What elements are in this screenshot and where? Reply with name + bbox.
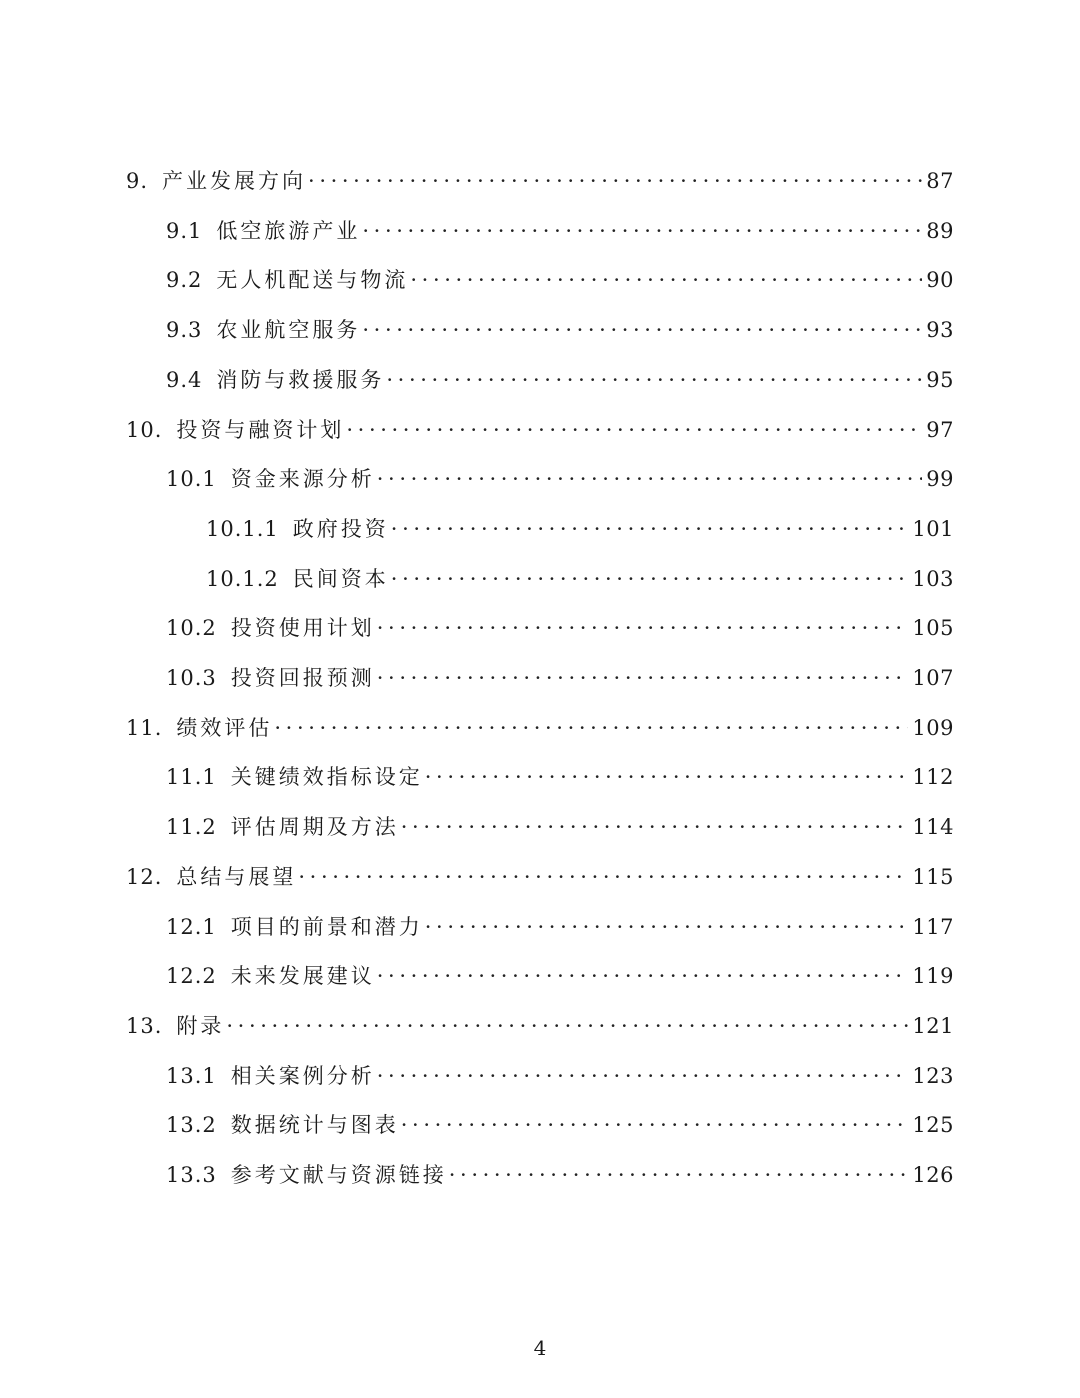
toc-entry-title: 资金来源分析 [230,467,375,491]
toc-entry-title: 数据统计与图表 [230,1113,399,1137]
toc-entry-page: 117 [912,915,954,939]
toc-entry-title: 绩效评估 [176,716,273,740]
toc-entry-page: 115 [912,865,954,889]
toc-entry-page: 103 [912,567,954,591]
toc-dot-leader [377,613,909,643]
toc-entry-title: 投资回报预测 [230,666,375,690]
toc-dot-leader [401,812,909,842]
toc-entry[interactable] [126,703,954,743]
toc-entry-number: 10.1.2 [206,567,279,591]
toc-dot-leader [386,365,922,395]
toc-entry[interactable] [166,305,954,345]
toc-entry-page: 121 [912,1014,954,1038]
toc-entry[interactable] [126,852,954,892]
toc-entry[interactable] [166,802,954,842]
toc-entry-number: 9.3 [166,318,203,342]
toc-entry-number: 13.3 [166,1163,217,1187]
toc-entry[interactable] [126,1001,954,1041]
toc-entry-title: 评估周期及方法 [230,815,399,839]
toc-entry-page: 95 [926,368,954,392]
toc-entry[interactable] [166,653,954,693]
toc-entry-number: 10.1 [166,467,217,491]
toc-dot-leader [377,961,909,991]
toc-dot-leader [346,415,922,445]
toc-entry-number: 13.1 [166,1064,217,1088]
toc-entry-number: 9.1 [166,219,203,243]
toc-entry-number: 10. [126,418,163,442]
page-number: 4 [533,1336,547,1360]
toc-entry[interactable] [166,1100,954,1140]
toc-entry-page: 125 [912,1113,954,1137]
toc-entry-number: 11.1 [166,765,217,789]
toc-entry[interactable] [166,355,954,395]
toc-entry[interactable] [166,752,954,792]
toc-dot-leader [298,862,908,892]
toc-entry[interactable] [166,951,954,991]
toc-dot-leader [226,1011,908,1041]
toc-entry-number: 9.4 [166,368,203,392]
toc-dot-leader [377,663,909,693]
toc-entry[interactable] [166,255,954,295]
toc-entry[interactable] [166,1051,954,1091]
toc-entry-number: 10.1.1 [206,517,279,541]
toc-entry-page: 114 [912,815,954,839]
toc-entry[interactable] [206,504,954,544]
toc-dot-leader [425,762,909,792]
toc-entry[interactable] [166,603,954,643]
toc-entry-number: 12.1 [166,915,217,939]
toc-dot-leader [425,912,909,942]
toc-entry-page: 97 [926,418,954,442]
toc-dot-leader [377,1061,909,1091]
toc-entry-title: 未来发展建议 [230,964,375,988]
toc-entry-title: 投资使用计划 [230,616,375,640]
toc-entry-number: 12. [126,865,163,889]
toc-entry-number: 10.3 [166,666,217,690]
toc-entry-number: 12.2 [166,964,217,988]
toc-dot-leader [274,713,908,743]
toc-dot-leader [401,1110,909,1140]
toc-entry-title: 总结与展望 [176,865,297,889]
toc-entry-page: 112 [912,765,954,789]
toc-dot-leader [308,166,922,196]
toc-entry-title: 产业发展方向 [162,169,307,193]
toc-entry-page: 101 [912,517,954,541]
toc-entry[interactable] [166,206,954,246]
toc-entry-title: 附录 [176,1014,225,1038]
toc-entry-page: 89 [926,219,954,243]
toc-dot-leader [449,1160,909,1190]
toc-dot-leader [377,464,923,494]
toc-entry-page: 119 [912,964,954,988]
toc-entry-title: 政府投资 [292,517,389,541]
toc-entry-page: 90 [926,268,954,292]
toc-entry[interactable] [166,1150,954,1190]
toc-entry-title: 低空旅游产业 [216,219,361,243]
toc-entry-page: 107 [912,666,954,690]
toc-entry-number: 11. [126,716,163,740]
toc-entry-title: 项目的前景和潜力 [230,915,423,939]
toc-entry-number: 10.2 [166,616,217,640]
toc-entry-page: 109 [912,716,954,740]
toc-entry-title: 相关案例分析 [230,1064,375,1088]
toc-entry-title: 民间资本 [292,567,389,591]
toc-entry-title: 无人机配送与物流 [216,268,409,292]
toc-entry[interactable] [166,902,954,942]
toc-entry-number: 9.2 [166,268,203,292]
toc-entry-number: 9. [126,169,149,193]
toc-entry[interactable] [126,405,954,445]
toc-dot-leader [391,564,909,594]
toc-dot-leader [410,265,922,295]
toc-entry-number: 13. [126,1014,163,1038]
toc-entry-number: 11.2 [166,815,217,839]
toc-entry-page: 87 [926,169,954,193]
toc-entry-page: 99 [926,467,954,491]
toc-entry-page: 123 [912,1064,954,1088]
toc-entry-number: 13.2 [166,1113,217,1137]
toc-entry-page: 93 [926,318,954,342]
toc-entry-title: 农业航空服务 [216,318,361,342]
toc-entry-title: 关键绩效指标设定 [230,765,423,789]
toc-dot-leader [362,315,922,345]
toc-entry-page: 126 [912,1163,954,1187]
toc-entry-title: 参考文献与资源链接 [230,1163,447,1187]
toc-entry-title: 消防与救援服务 [216,368,385,392]
toc-entry[interactable] [206,554,954,594]
toc-dot-leader [362,216,922,246]
toc-entry[interactable] [126,156,954,196]
toc-entry[interactable] [166,454,954,494]
toc-entry-page: 105 [912,616,954,640]
toc-entry-title: 投资与融资计划 [176,418,345,442]
toc-dot-leader [391,514,909,544]
